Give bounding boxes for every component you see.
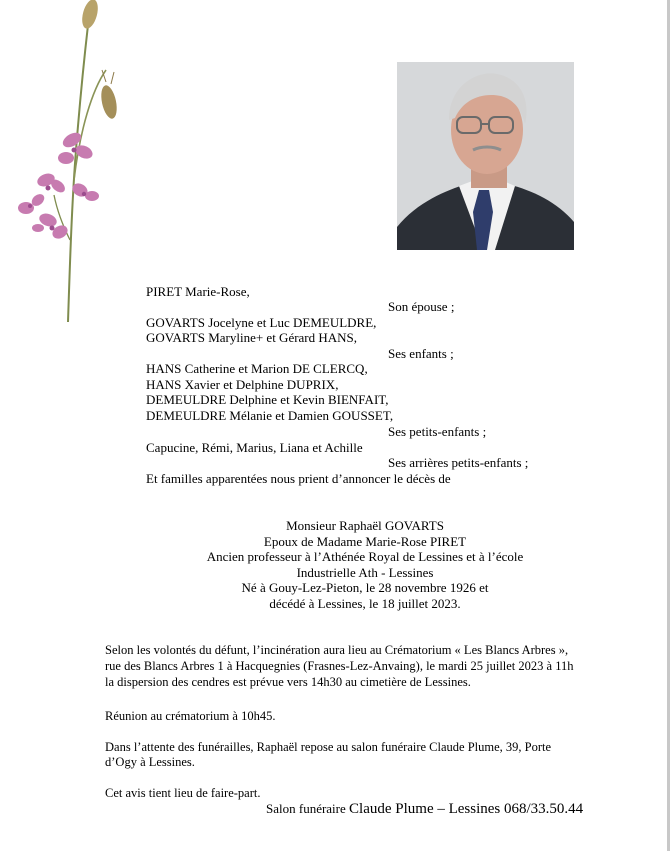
rest-line: Dans l’attente des funérailles, Raphaël repose au salon funéraire Claude Plume, 39, Porte bbox=[105, 740, 552, 754]
reunion-line: Réunion au crématorium à 10h45. bbox=[105, 709, 276, 723]
ceremony-line: la dispersion des cendres est prévue vers 14h30 au cimetière de Lessines. bbox=[105, 675, 471, 689]
great-grandchildren-line: Capucine, Rémi, Marius, Liana et Achille bbox=[146, 440, 363, 455]
deceased-birth-line: Né à Gouy-Lez-Pieton, le 28 novembre 1926 et bbox=[241, 580, 489, 595]
violet-flower-illustration bbox=[10, 0, 130, 330]
signature-prefix: Salon funéraire bbox=[266, 801, 346, 816]
spouse-role: Son épouse ; bbox=[388, 299, 455, 314]
great-grandchildren-role: Ses arrières petits-enfants ; bbox=[388, 455, 529, 470]
deceased-death-line: décédé à Lessines, le 18 juillet 2023. bbox=[269, 595, 461, 611]
ceremony-line: Selon les volontés du défunt, l’incinération aura lieu au Crématorium « Les Blancs Arbres », bbox=[105, 643, 569, 657]
grandchild-line: DEMEULDRE Mélanie et Damien GOUSSET, bbox=[146, 408, 394, 423]
portrait-photo bbox=[397, 62, 574, 250]
deceased-name: Monsieur Raphaël GOVARTS bbox=[286, 518, 444, 533]
deceased-career-line: Ancien professeur à l’Athénée Royal de Lessines et à l’école bbox=[206, 549, 524, 564]
grandchildren-role: Ses petits-enfants ; bbox=[388, 424, 487, 439]
grandchild-line: HANS Xavier et Delphine DUPRIX, bbox=[146, 377, 339, 392]
rest-line: d’Ogy à Lessines. bbox=[105, 755, 195, 769]
spouse-name: PIRET Marie-Rose, bbox=[146, 284, 250, 299]
children-role: Ses enfants ; bbox=[388, 346, 454, 361]
child-line: GOVARTS Jocelyne et Luc DEMEULDRE, bbox=[146, 315, 377, 330]
grandchild-line: DEMEULDRE Delphine et Kevin BIENFAIT, bbox=[146, 392, 389, 407]
announcement-line: Et familles apparentées nous prient d’annoncer le décès de bbox=[146, 471, 451, 486]
child-line: GOVARTS Maryline+ et Gérard HANS, bbox=[146, 330, 358, 345]
deceased-career-line: Industrielle Ath - Lessines bbox=[296, 564, 434, 580]
funeral-home-signature bbox=[266, 801, 583, 818]
signature-main: Claude Plume – Lessines 068/33.50.44 bbox=[349, 801, 584, 817]
ceremony-line: rue des Blancs Arbres 1 à Hacquegnies (Frasnes-Lez-Anvaing), le mardi 25 juillet 2023 à 11h bbox=[105, 659, 574, 673]
deceased-spouse-line: Epoux de Madame Marie-Rose PIRET bbox=[263, 533, 467, 549]
grandchild-line: HANS Catherine et Marion DE CLERCQ, bbox=[146, 361, 368, 376]
notice-line: Cet avis tient lieu de faire-part. bbox=[105, 786, 261, 800]
